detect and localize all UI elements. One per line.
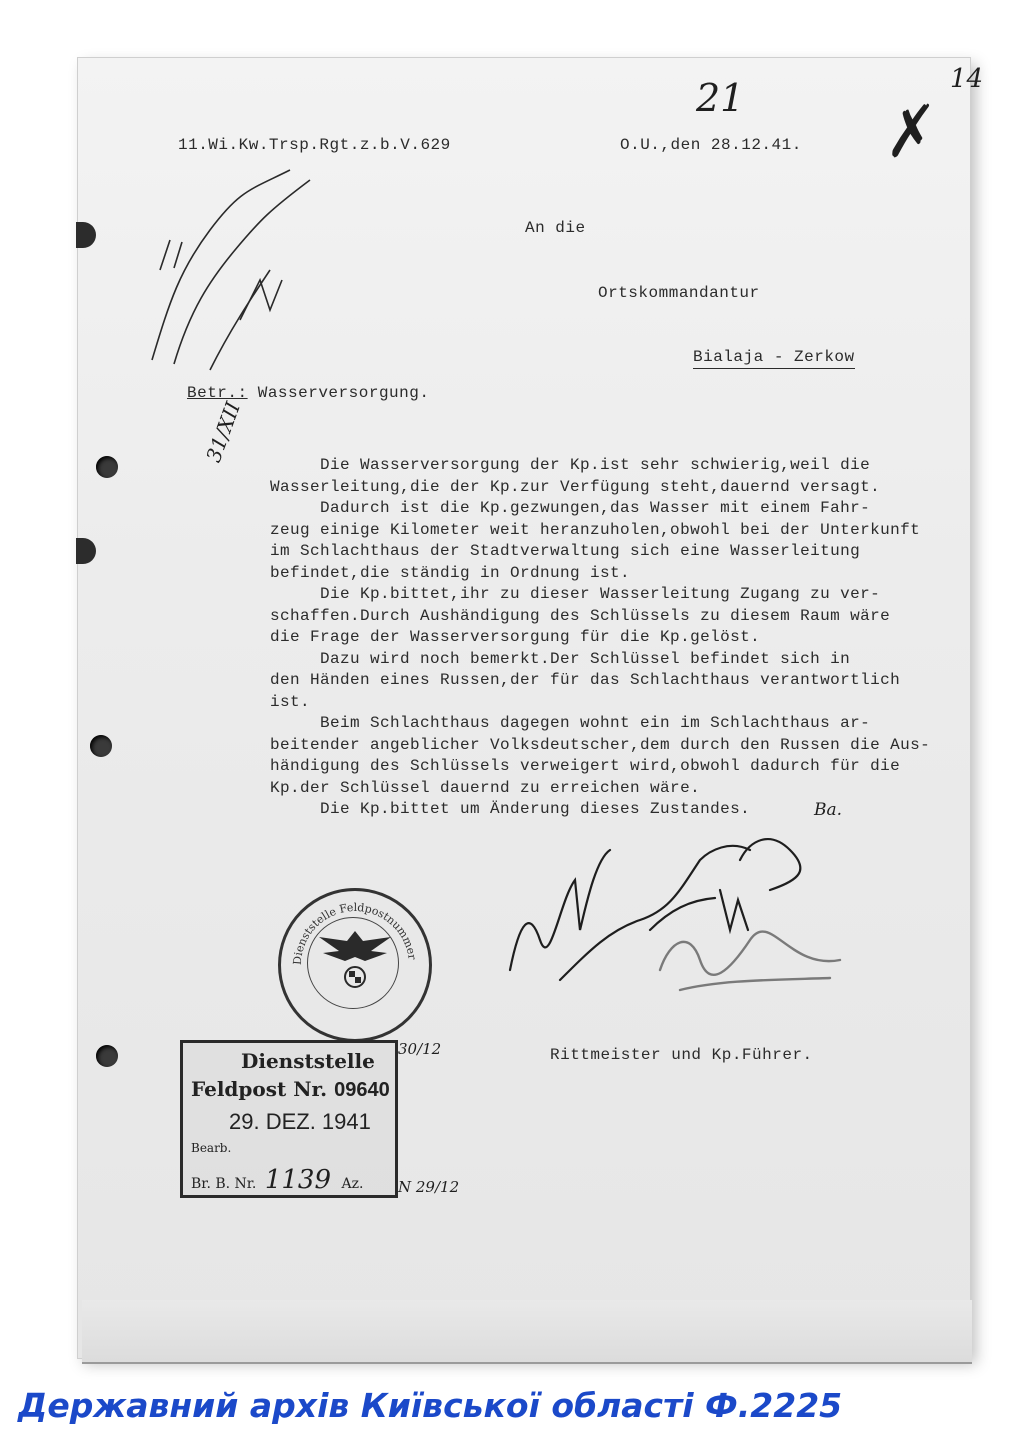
stamp-feldpost (191, 1077, 390, 1102)
addressee-line-3: Bialaja - Zerkow (693, 348, 855, 369)
body-line: Dadurch ist die Kp.gezwungen,das Wasser mit einem Fahr- (270, 499, 871, 517)
archive-caption: Державний архів Київської області Ф.2225 (18, 1386, 843, 1425)
addressee-line-1: An die (525, 219, 586, 237)
stamp-date: 29. DEZ. 1941 (229, 1109, 371, 1134)
body-line: Die Wasserversorgung der Kp.ist sehr schwierig,weil die (270, 456, 871, 474)
body-line: die Frage der Wasserversorgung für die Kp.gelöst. (270, 628, 761, 646)
letter-body (270, 455, 970, 821)
addressee-line-2: Ortskommandantur (598, 284, 760, 302)
body-line: händigung des Schlüssels verweigert wird,obwohl dadurch für die (270, 757, 901, 775)
body-line: den Händen eines Russen,der für das Schlachthaus verantwortlich (270, 671, 901, 689)
handwritten-signature (500, 820, 860, 1020)
subject-label: Betr.: (187, 384, 248, 402)
round-eagle-stamp (278, 888, 432, 1042)
body-line: Die Kp.bittet,ihr zu dieser Wasserleitung Zugang zu ver- (270, 585, 881, 603)
corner-number-handwritten: 14 (950, 64, 984, 94)
body-line: Dazu wird noch bemerkt.Der Schlüssel befindet sich in (270, 649, 851, 668)
body-line: im Schlachthaus der Stadtverwaltung sich eine Wasserleitung (270, 542, 861, 560)
body-line: befindet,die ständig in Ordnung ist. (270, 563, 631, 582)
margin-resolution-handwriting (140, 150, 330, 400)
subject-text: Wasserversorgung. (257, 384, 430, 402)
place-date: O.U.,den 28.12.41. (620, 136, 802, 154)
punch-hole-1 (96, 456, 118, 478)
round-stamp-text (281, 891, 429, 1039)
body-line: zeug einige Kilometer weit heranzuholen,obwohl bei der Unterkunft (270, 520, 921, 539)
body-line: beitender angeblicher Volksdeutscher,dem durch den Russen die Aus- (270, 735, 931, 754)
body-line: Die Kp.bittet um Änderung dieses Zustandes. (270, 800, 751, 818)
unit-header: 11.Wi.Kw.Trsp.Rgt.z.b.V.629 (178, 136, 451, 154)
stamp-journal-label: Br. B. Nr. (191, 1176, 257, 1192)
body-line: Wasserleitung,die der Kp.zur Verfügung steht,dauernd versagt. (270, 477, 881, 496)
signature-title: Rittmeister und Kp.Führer. (550, 1046, 813, 1064)
page-stack-edge (82, 1300, 972, 1364)
corner-cross-mark: ✗ (872, 91, 939, 174)
registry-note-handwritten: N 29/12 (398, 1178, 460, 1196)
stamp-journal-suffix: Az. (341, 1176, 364, 1192)
body-line: ist. (270, 692, 311, 711)
typist-initials: Ba. (814, 800, 843, 820)
margin-date-handwritten: 31/XII (201, 398, 246, 466)
body-line: Beim Schlachthaus dagegen wohnt ein im Schlachthaus ar- (270, 714, 871, 732)
registry-stamp (180, 1040, 398, 1198)
stamp-feldpost-label: Feldpost Nr. (191, 1077, 328, 1101)
punch-hole-2 (90, 735, 112, 757)
stamp-title: Dienststelle (241, 1049, 375, 1073)
stamp-journal-number: 1139 (264, 1165, 332, 1195)
body-line: schaffen.Durch Aushändigung des Schlüssels zu diesem Raum wäre (270, 606, 891, 625)
stamp-feldpost-number: 09640 (334, 1079, 390, 1101)
stamp-journal-row (191, 1165, 363, 1195)
body-line: Kp.der Schlüssel dauernd zu erreichen wäre. (270, 778, 701, 797)
stamp-note-handwritten: 30/12 (398, 1040, 442, 1058)
punch-hole-3 (96, 1045, 118, 1067)
page-number-handwritten: 21 (696, 76, 745, 120)
stamp-bearb-label: Bearb. (191, 1141, 232, 1155)
svg-text:Dienststelle Feldpostnummer: Dienststelle Feldpostnummer (290, 900, 419, 966)
